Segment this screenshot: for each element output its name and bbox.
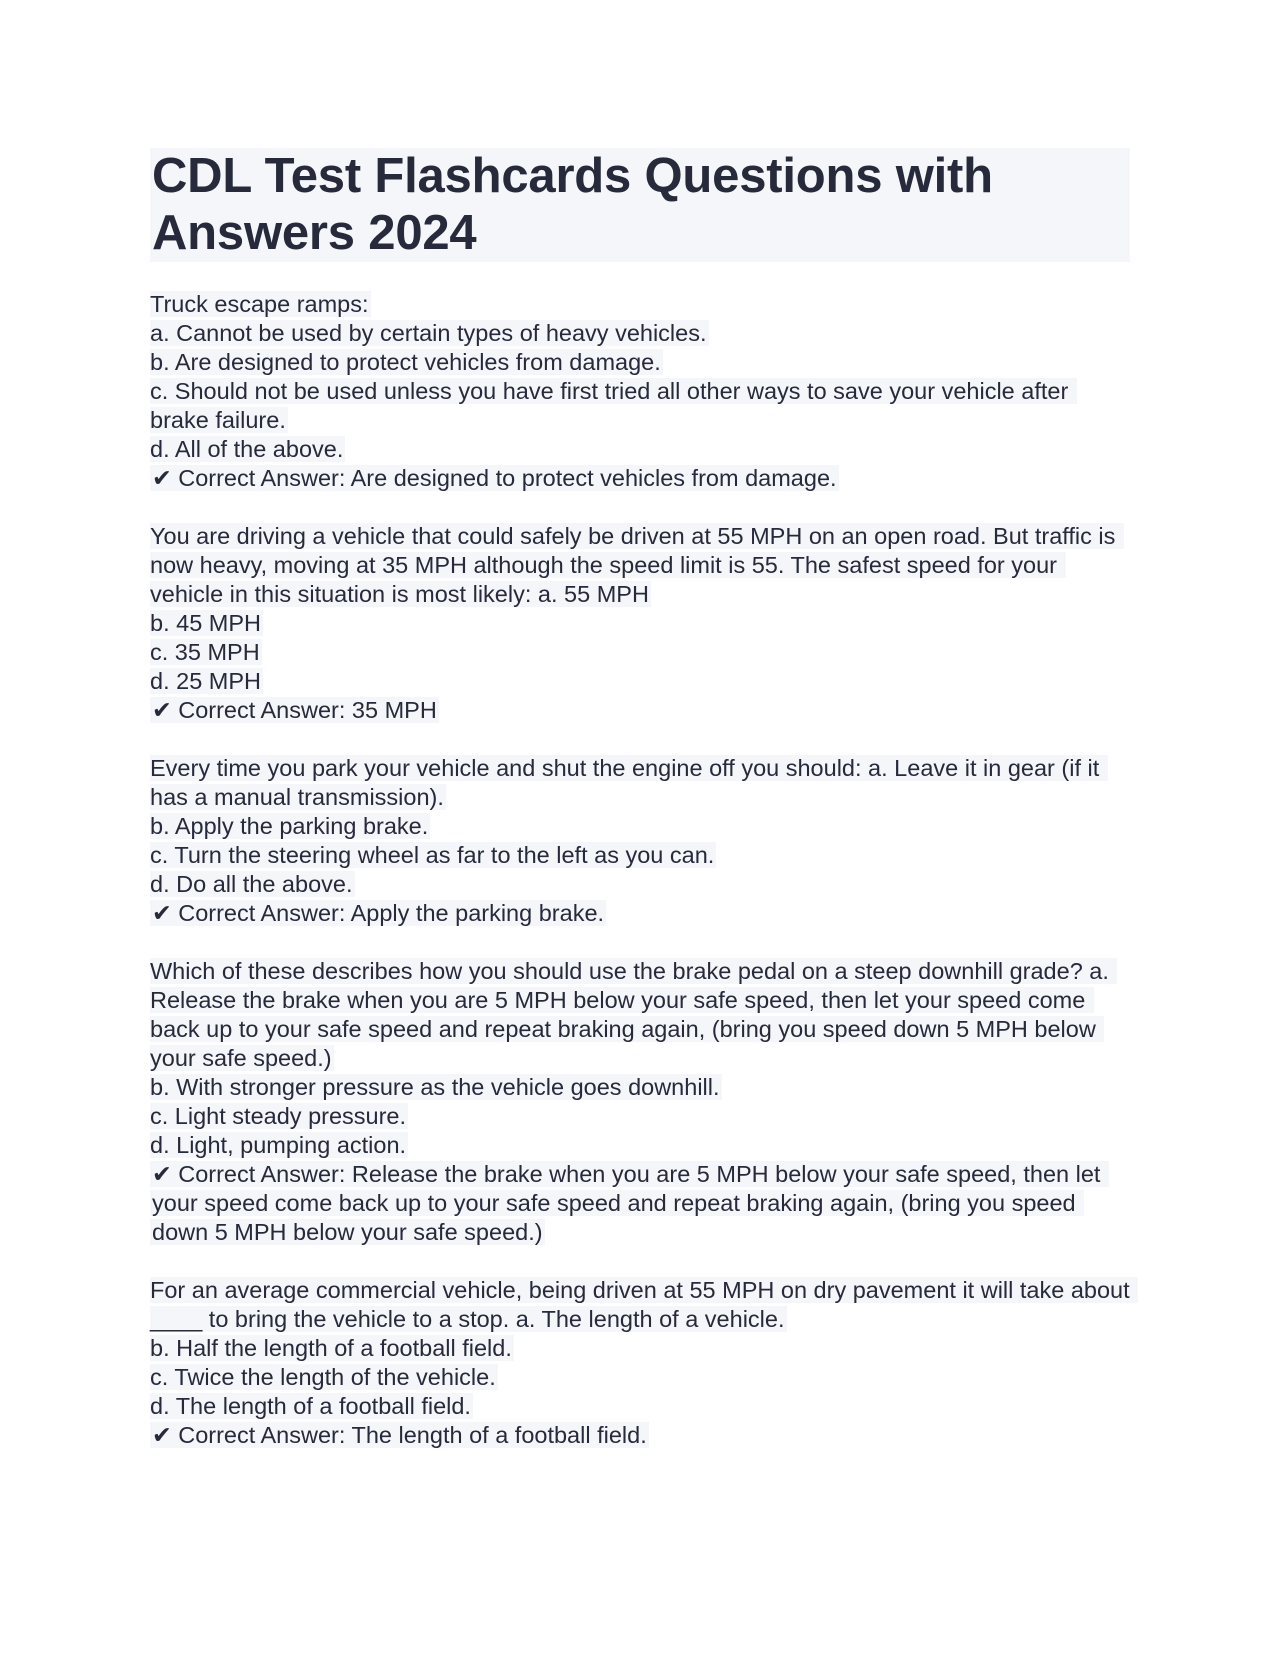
- option-b: b. Apply the parking brake.: [150, 813, 429, 839]
- option-b: b. Are designed to protect vehicles from damage.: [150, 349, 661, 375]
- question-text: Every time you park your vehicle and shut the engine off you should: a. Leave it in gear (if it has a manual transmission).: [150, 755, 1106, 810]
- flashcard-1: [150, 290, 1130, 493]
- document-page: [150, 148, 1137, 1479]
- option-b: b. Half the length of a football field.: [150, 1335, 512, 1361]
- flashcard-4: [150, 957, 1130, 1247]
- correct-answer: ✔ Correct Answer: 35 MPH: [152, 697, 437, 723]
- correct-answer: ✔ Correct Answer: Release the brake when you are 5 MPH below your safe speed, then let your speed come back up to your safe speed and repeat braking again, (bring you speed down 5 MPH below your safe speed.): [152, 1161, 1107, 1245]
- document-title: CDL Test Flashcards Questions with Answers 2024: [150, 148, 1130, 262]
- option-a: a. Cannot be used by certain types of heavy vehicles.: [150, 320, 707, 346]
- option-d: d. All of the above.: [150, 436, 344, 462]
- flashcard-3: [150, 754, 1130, 928]
- question-text: For an average commercial vehicle, being driven at 55 MPH on dry pavement it will take about ____ to bring the vehicle to a stop. a. The length of a vehicle.: [150, 1277, 1137, 1332]
- question-text: Truck escape ramps:: [150, 291, 369, 317]
- option-c: c. Twice the length of the vehicle.: [150, 1364, 496, 1390]
- option-d: d. Do all the above.: [150, 871, 353, 897]
- option-c: c. Light steady pressure.: [150, 1103, 407, 1129]
- option-c: c. Turn the steering wheel as far to the left as you can.: [150, 842, 715, 868]
- option-c: c. 35 MPH: [150, 639, 260, 665]
- option-d: d. 25 MPH: [150, 668, 262, 694]
- question-text: Which of these describes how you should use the brake pedal on a steep downhill grade? a. Release the brake when you are 5 MPH below your safe speed, then let your speed come back up to your safe speed and repeat braking again, (bring you speed down 5 MPH below your safe speed.): [150, 958, 1116, 1071]
- question-text: You are driving a vehicle that could safely be driven at 55 MPH on an open road. But traffic is now heavy, moving at 35 MPH although the speed limit is 55. The safest speed for your vehicle in this situation is most likely: a. 55 MPH: [150, 523, 1122, 607]
- option-b: b. With stronger pressure as the vehicle goes downhill.: [150, 1074, 720, 1100]
- flashcard-2: [150, 522, 1130, 725]
- correct-answer: ✔ Correct Answer: Are designed to protect vehicles from damage.: [152, 465, 837, 491]
- flashcard-5: [150, 1276, 1137, 1450]
- correct-answer: ✔ Correct Answer: Apply the parking brake.: [152, 900, 605, 926]
- option-d: d. The length of a football field.: [150, 1393, 471, 1419]
- correct-answer: ✔ Correct Answer: The length of a football field.: [152, 1422, 647, 1448]
- flashcard-list: [150, 290, 1137, 1450]
- option-d: d. Light, pumping action.: [150, 1132, 407, 1158]
- option-c: c. Should not be used unless you have first tried all other ways to save your vehicle after brake failure.: [150, 378, 1075, 433]
- option-b: b. 45 MPH: [150, 610, 262, 636]
